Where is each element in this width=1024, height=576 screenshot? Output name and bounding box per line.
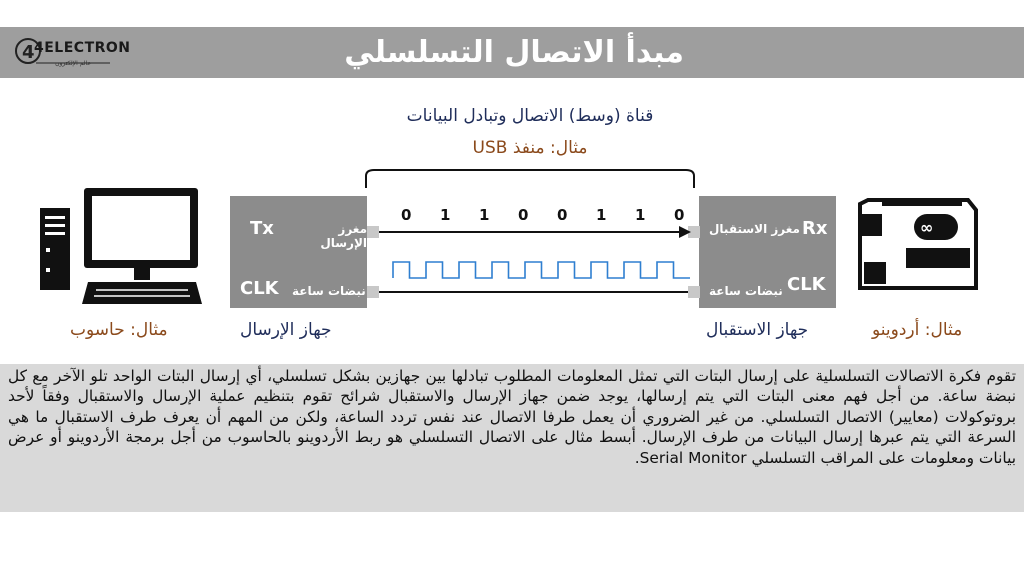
sender-example-label: مثال: حاسوب (70, 320, 168, 340)
bit-value: 0 (557, 206, 568, 224)
receiver-clk-label: CLK (787, 274, 826, 295)
page-title: مبدأ الاتصال التسلسلي (344, 35, 684, 70)
receiver-clk-arabic: نبضات ساعة (709, 284, 783, 298)
sender-clk-arabic: نبضات ساعة (292, 284, 366, 298)
bit-value: 1 (440, 206, 451, 224)
receiver-device-label: جهاز الاستقبال (706, 320, 809, 340)
channel-title: قناة (وسط) الاتصال وتبادل البيانات (406, 106, 654, 126)
tx-pin-arabic: مغرز الإرسال (320, 222, 367, 250)
logo-subtitle: عالم الإلكترون (55, 60, 91, 67)
bit-value: 1 (635, 206, 646, 224)
tx-pin-label: Tx (250, 218, 274, 239)
bit-value: 1 (596, 206, 607, 224)
bit-value: 0 (518, 206, 529, 224)
sender-box (230, 196, 367, 308)
channel-bracket (360, 160, 700, 190)
bit-value: 1 (479, 206, 490, 224)
rx-pin-arabic: مغرز الاستقبال (709, 222, 800, 236)
arrow-head-icon (679, 226, 691, 238)
desktop-computer-icon (36, 186, 202, 310)
logo-text: 4ELECTRON (34, 40, 131, 56)
svg-text:4: 4 (22, 42, 35, 63)
bit-value: 0 (401, 206, 412, 224)
sender-clk-port (367, 286, 379, 298)
sender-clk-label: CLK (240, 278, 279, 299)
arduino-board-icon (856, 196, 980, 296)
clock-waveform (393, 262, 690, 278)
description-text: تقوم فكرة الاتصالات التسلسلية على إرسال البتات التي تمثل المعلومات المطلوب تبادلها بين جهازين بشكل تسلسلي، أي إرسال البتات الواحد تلو الآخر مع كل نبضة ساعة. من أجل فهم معنى البتات التي يتم إرسالها، يوجد ضمن جهاز الإرسال والاستقبال شرائح تقوم بتنظيم عملية الإرسال والاستقبال وفقاً لأحد بروتوكولات (معايير) الاتصال التسلسلي. من غير الضروري أن يعمل طرفا الاتصال عند نفس تردد الساعة، ولكن من المهم أن يعرف طرف الاستقبال ما هي السرعة التي يتم عبرها إرسال البيانات من طرف الإرسال. أبسط مثال على الاتصال التسلسلي هو ربط الأردوينو بالحاسوب من أجل برمجة الأردوينو أو عرض بيانات ومعلومات على المراقب التسلسلي Serial Monitor. (8, 367, 1016, 467)
rx-pin-label: Rx (802, 218, 828, 239)
sender-device-label: جهاز الإرسال (240, 320, 332, 340)
svg-text:∞: ∞ (920, 218, 934, 237)
receiver-example-label: مثال: أردوينو (872, 320, 963, 340)
bit-value: 0 (674, 206, 685, 224)
sender-tx-port (367, 226, 379, 238)
channel-example: مثال: منفذ USB (472, 138, 588, 158)
receiver-box (699, 196, 836, 308)
signal-lines (379, 220, 691, 300)
